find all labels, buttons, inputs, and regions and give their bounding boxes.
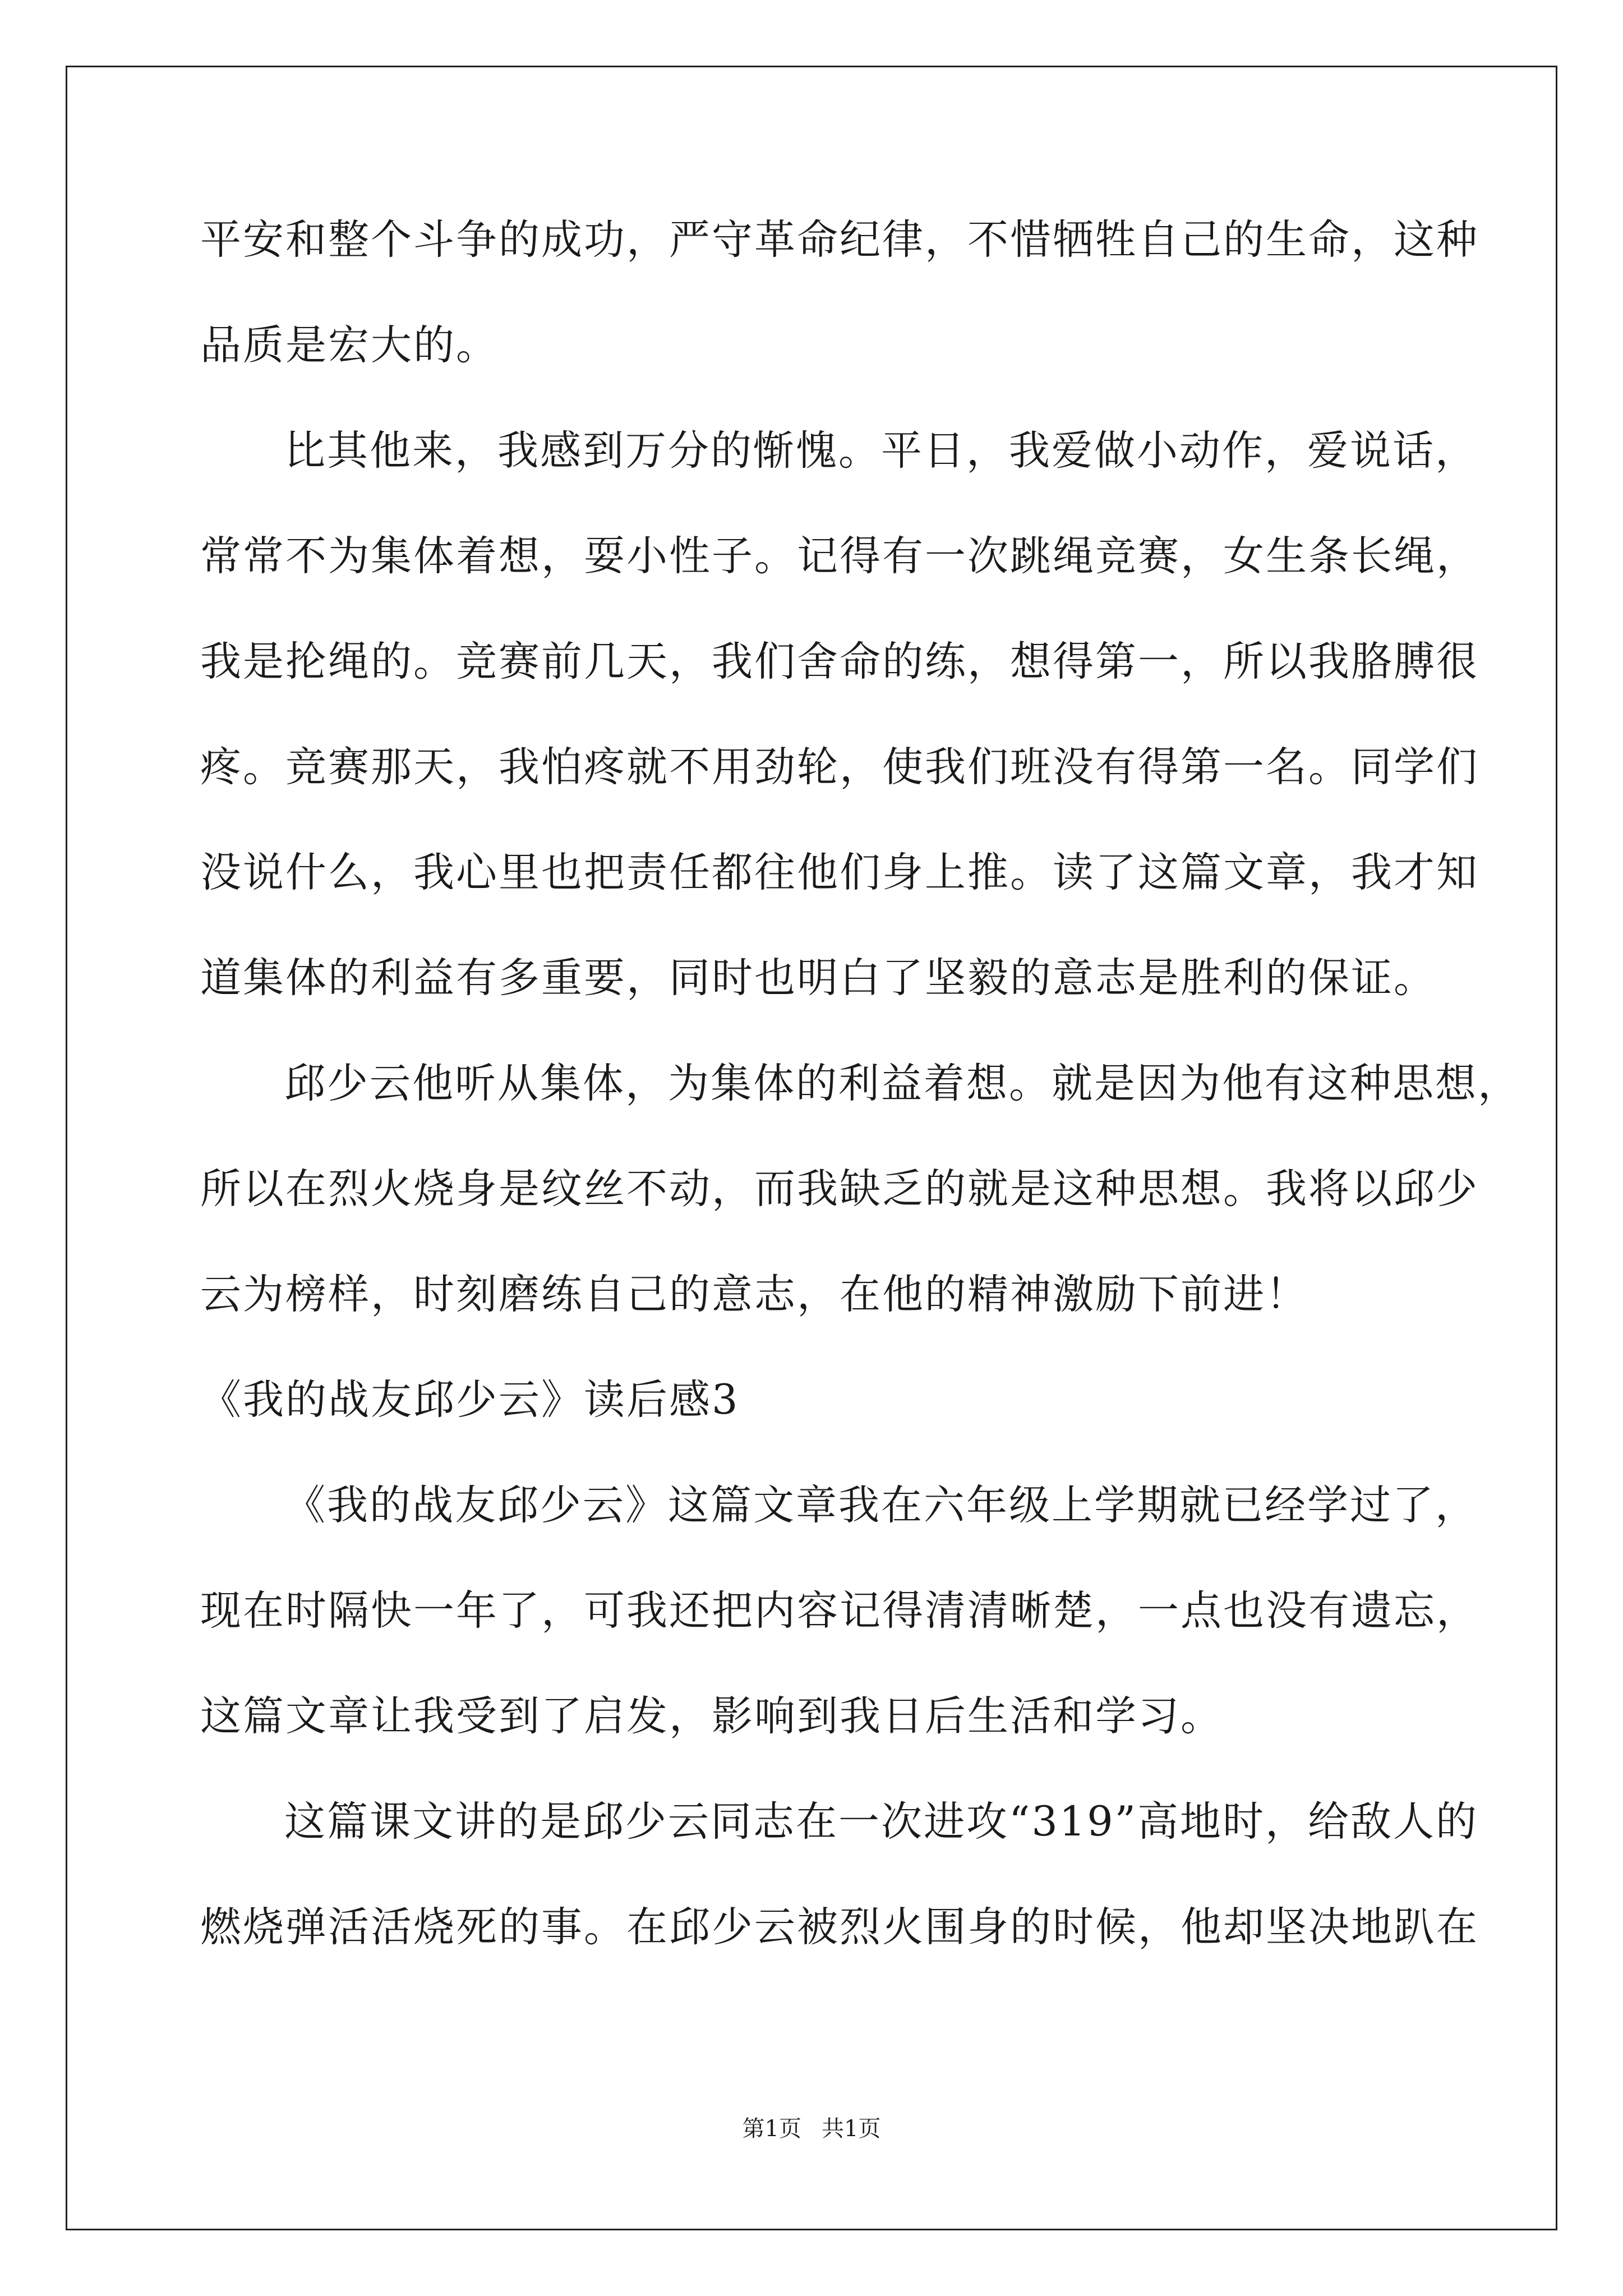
paragraph-line: 我是抡绳的。竞赛前几天，我们舍命的练，想得第一，所以我胳膊很	[200, 638, 1479, 685]
paragraph-line: 道集体的利益有多重要，同时也明白了坚毅的意志是胜利的保证。	[200, 954, 1436, 1002]
paragraph-line: 常常不为集体着想，耍小性子。记得有一次跳绳竞赛，女生条长绳，	[200, 532, 1479, 580]
paragraph-line: 疼。竞赛那天，我怕疼就不用劲轮，使我们班没有得第一名。同学们	[200, 743, 1479, 791]
paragraph-line: 《我的战友邱少云》这篇文章我在六年级上学期就已经学过了，	[284, 1481, 1478, 1529]
paragraph-line: 这篇课文讲的是邱少云同志在一次进攻“319”高地时，给敌人的	[284, 1798, 1478, 1846]
paragraph-line: 比其他来，我感到万分的惭愧。平日，我爱做小动作，爱说话，	[284, 427, 1478, 475]
page-number-total: 共1页	[822, 2116, 881, 2142]
paragraph-line: 邱少云他听从集体，为集体的利益着想。就是因为他有这种思想，	[284, 1060, 1520, 1107]
section-heading: 《我的战友邱少云》读后感3	[200, 1376, 740, 1424]
paragraph-line: 品质是宏大的。	[200, 321, 499, 369]
paragraph-line: 没说什么，我心里也把责任都往他们身上推。读了这篇文章，我才知	[200, 849, 1479, 896]
page-footer	[0, 2115, 1623, 2143]
document-body	[200, 213, 1520, 1954]
paragraph-line: 云为榜样，时刻磨练自己的意志，在他的精神激励下前进！	[200, 1271, 1308, 1318]
page-number-current: 第1页	[742, 2116, 801, 2142]
paragraph-line: 现在时隔快一年了，可我还把内容记得清清晰楚，一点也没有遗忘，	[200, 1587, 1479, 1635]
paragraph-line: 燃烧弹活活烧死的事。在邱少云被烈火围身的时候，他却坚决地趴在	[200, 1903, 1479, 1951]
paragraph-line: 平安和整个斗争的成功，严守革命纪律，不惜牺牲自己的生命，这种	[200, 216, 1479, 264]
paragraph-line: 所以在烈火烧身是纹丝不动，而我缺乏的就是这种思想。我将以邱少	[200, 1165, 1479, 1213]
paragraph-line: 这篇文章让我受到了启发，影响到我日后生活和学习。	[200, 1692, 1223, 1740]
